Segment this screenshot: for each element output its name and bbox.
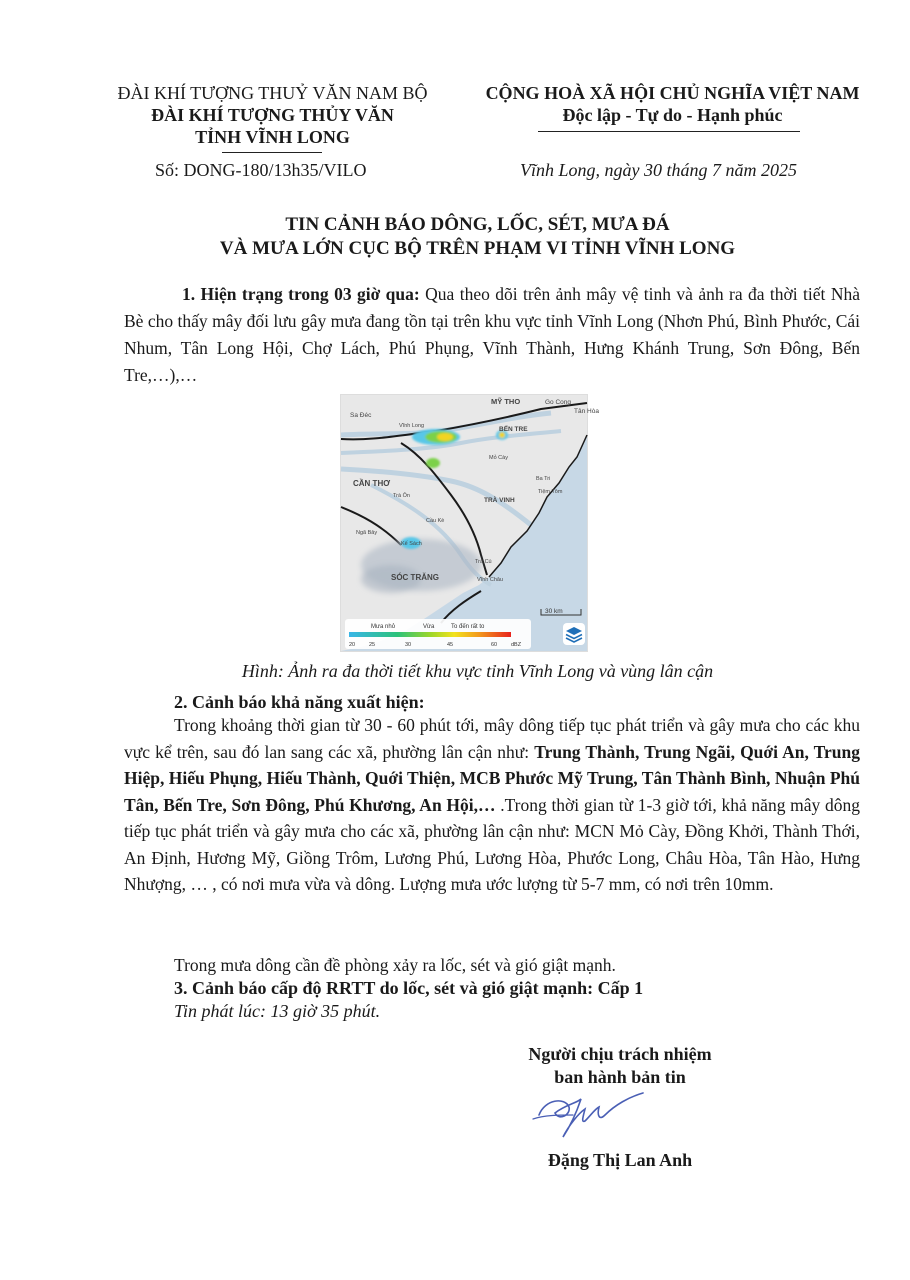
- section-current-status: [124, 281, 860, 389]
- map-label-tra-cu: Trà Cú: [475, 559, 492, 565]
- legend-tick: 30: [405, 642, 412, 648]
- map-label-vinh-chau: Vĩnh Châu: [477, 577, 503, 583]
- map-label-sa-dec: Sa Đéc: [350, 412, 372, 419]
- signer-role-line1: Người chịu trách nhiệm: [528, 1044, 712, 1064]
- map-label-ben-tre: BẾN TRE: [499, 426, 528, 433]
- map-label-go-cong: Go Cong: [545, 399, 572, 406]
- legend-light-label: Mưa nhỏ: [371, 624, 396, 630]
- map-label-vinh-long: Vĩnh Long: [399, 423, 425, 429]
- org-name-line1: ĐÀI KHÍ TƯỢNG THỦY VĂN: [151, 105, 394, 125]
- title-line2: VÀ MƯA LỚN CỤC BỘ TRÊN PHẠM VI TỈNH VĨNH LONG: [219, 238, 736, 259]
- layers-icon[interactable]: [563, 623, 585, 645]
- legend-tick: 25: [369, 642, 376, 648]
- figure-caption: Hình: Ảnh ra đa thời tiết khu vực tỉnh Vĩnh Long và vùng lân cận: [241, 661, 714, 681]
- document-title: [95, 213, 860, 261]
- section3-risk-level: 3. Cảnh báo cấp độ RRTT do lốc, sét và gió giật mạnh: Cấp 1: [174, 978, 644, 998]
- org-underline: [222, 152, 322, 153]
- org-name-line2: TỈNH VĨNH LONG: [195, 127, 350, 147]
- section2-caution: Trong mưa dông cần đề phòng xảy ra lốc, sét và gió giật mạnh.: [174, 955, 616, 975]
- motto-underline: [538, 131, 800, 132]
- map-label-mo-cay: Mỏ Cày: [489, 455, 508, 461]
- map-label-tra-vinh: TRÀ VINH: [484, 497, 515, 504]
- national-header: [460, 82, 885, 126]
- title-line1: TIN CẢNH BÁO DÔNG, LỐC, SÉT, MƯA ĐÁ: [285, 214, 670, 235]
- radar-map-svg: [341, 395, 599, 651]
- map-label-ke-sach: Kế Sách: [401, 541, 422, 547]
- section1-heading: 1. Hiện trạng trong 03 giờ qua:: [182, 284, 420, 304]
- map-label-my-tho: MỸ THO: [491, 397, 521, 406]
- scale-label: 30 km: [545, 608, 563, 615]
- legend-tick: 45: [447, 642, 454, 648]
- signer-name: Đặng Thị Lan Anh: [547, 1150, 693, 1170]
- map-label-tra-on: Trà Ôn: [393, 493, 410, 499]
- handwritten-signature: [525, 1085, 645, 1145]
- issued-time: Tin phát lúc: 13 giờ 35 phút.: [174, 1001, 381, 1021]
- map-label-ba-tri: Ba Tri: [536, 476, 551, 482]
- section2-part2: .Trong thời gian từ 1-3 giờ tới, khả năng mây dông tiếp tục phát triển và gây mưa cho các xã, phường lân cận như: MCN Mỏ Cày, Đồng Khởi, Thành Thới, An Định, Hương Mỹ, Giồng Trôm, Lương Phú, Lương Hòa, Phước Long, Châu Hòa, Tân Hào, Hưng Nhượng, … , có nơi mưa vừa và dông. Lượng mưa ước lượng từ 5-7 mm, có nơi trên 10mm.: [124, 794, 860, 894]
- radar-map-image: [340, 394, 599, 652]
- section2-places: Trung Thành, Trung Ngãi, Quới An, Trung Hiệp, Hiếu Phụng, Hiếu Thành, Quới Thiện, MCB Phước Mỹ Trung, Tân Thành Bình, Nhuận Phú Tân, Bến Tre, Sơn Đông, Phú Khương, An Hội,…: [124, 741, 860, 815]
- section2-part1: Trong khoảng thời gian từ 30 - 60 phút tới, mây dông tiếp tục phát triển và gây mưa cho các khu vực kể trên, sau đó lan sang các xã, phường lân cận như:: [124, 715, 860, 762]
- section-warning: [124, 712, 860, 898]
- map-label-nga-bay: Ngã Bảy: [356, 530, 378, 536]
- radar-legend: [345, 619, 531, 649]
- legend-heavy-label: To đến rất to: [451, 624, 485, 630]
- section2-heading: 2. Cảnh báo khả năng xuất hiện:: [174, 692, 425, 712]
- signer-role: [500, 1043, 740, 1089]
- legend-color-bar: [349, 632, 511, 637]
- document-number: Số: DONG-180/13h35/VILO: [155, 160, 367, 180]
- legend-moderate-label: Vừa: [423, 624, 435, 630]
- org-parent: ĐÀI KHÍ TƯỢNG THUỶ VĂN NAM BỘ: [117, 83, 428, 103]
- legend-tick: 60: [491, 642, 498, 648]
- map-label-can-tho: CẦN THƠ: [353, 479, 391, 488]
- national-motto: Độc lập - Tự do - Hạnh phúc: [562, 105, 783, 125]
- signer-role-line2: ban hành bản tin: [554, 1067, 686, 1087]
- country-name: CỘNG HOÀ XÃ HỘI CHỦ NGHĨA VIỆT NAM: [485, 83, 860, 103]
- map-label-cau-ke: Cầu Kè: [426, 518, 445, 524]
- map-label-tan-hoa: Tân Hòa: [574, 408, 599, 415]
- document-date: Vĩnh Long, ngày 30 tháng 7 năm 2025: [520, 160, 797, 180]
- legend-unit: dBZ: [511, 642, 522, 648]
- section1-text: Qua theo dõi trên ảnh mây vệ tinh và ảnh ra đa thời tiết Nhà Bè cho thấy mây đối lưu gây mưa đang tồn tại trên khu vực tỉnh Vĩnh Long (Nhơn Phú, Bình Phước, Cái Nhum, Tân Long Hội, Chợ Lách, Phú Phụng, Vĩnh Thành, Hưng Khánh Trung, Sơn Đông, Bến Tre,…),…: [124, 284, 860, 385]
- organization-block: [95, 82, 450, 148]
- map-label-soc-trang: SÓC TRĂNG: [391, 573, 439, 582]
- map-label-tiem-tom: Tiệm Tôm: [538, 489, 563, 495]
- legend-tick: 20: [349, 642, 356, 648]
